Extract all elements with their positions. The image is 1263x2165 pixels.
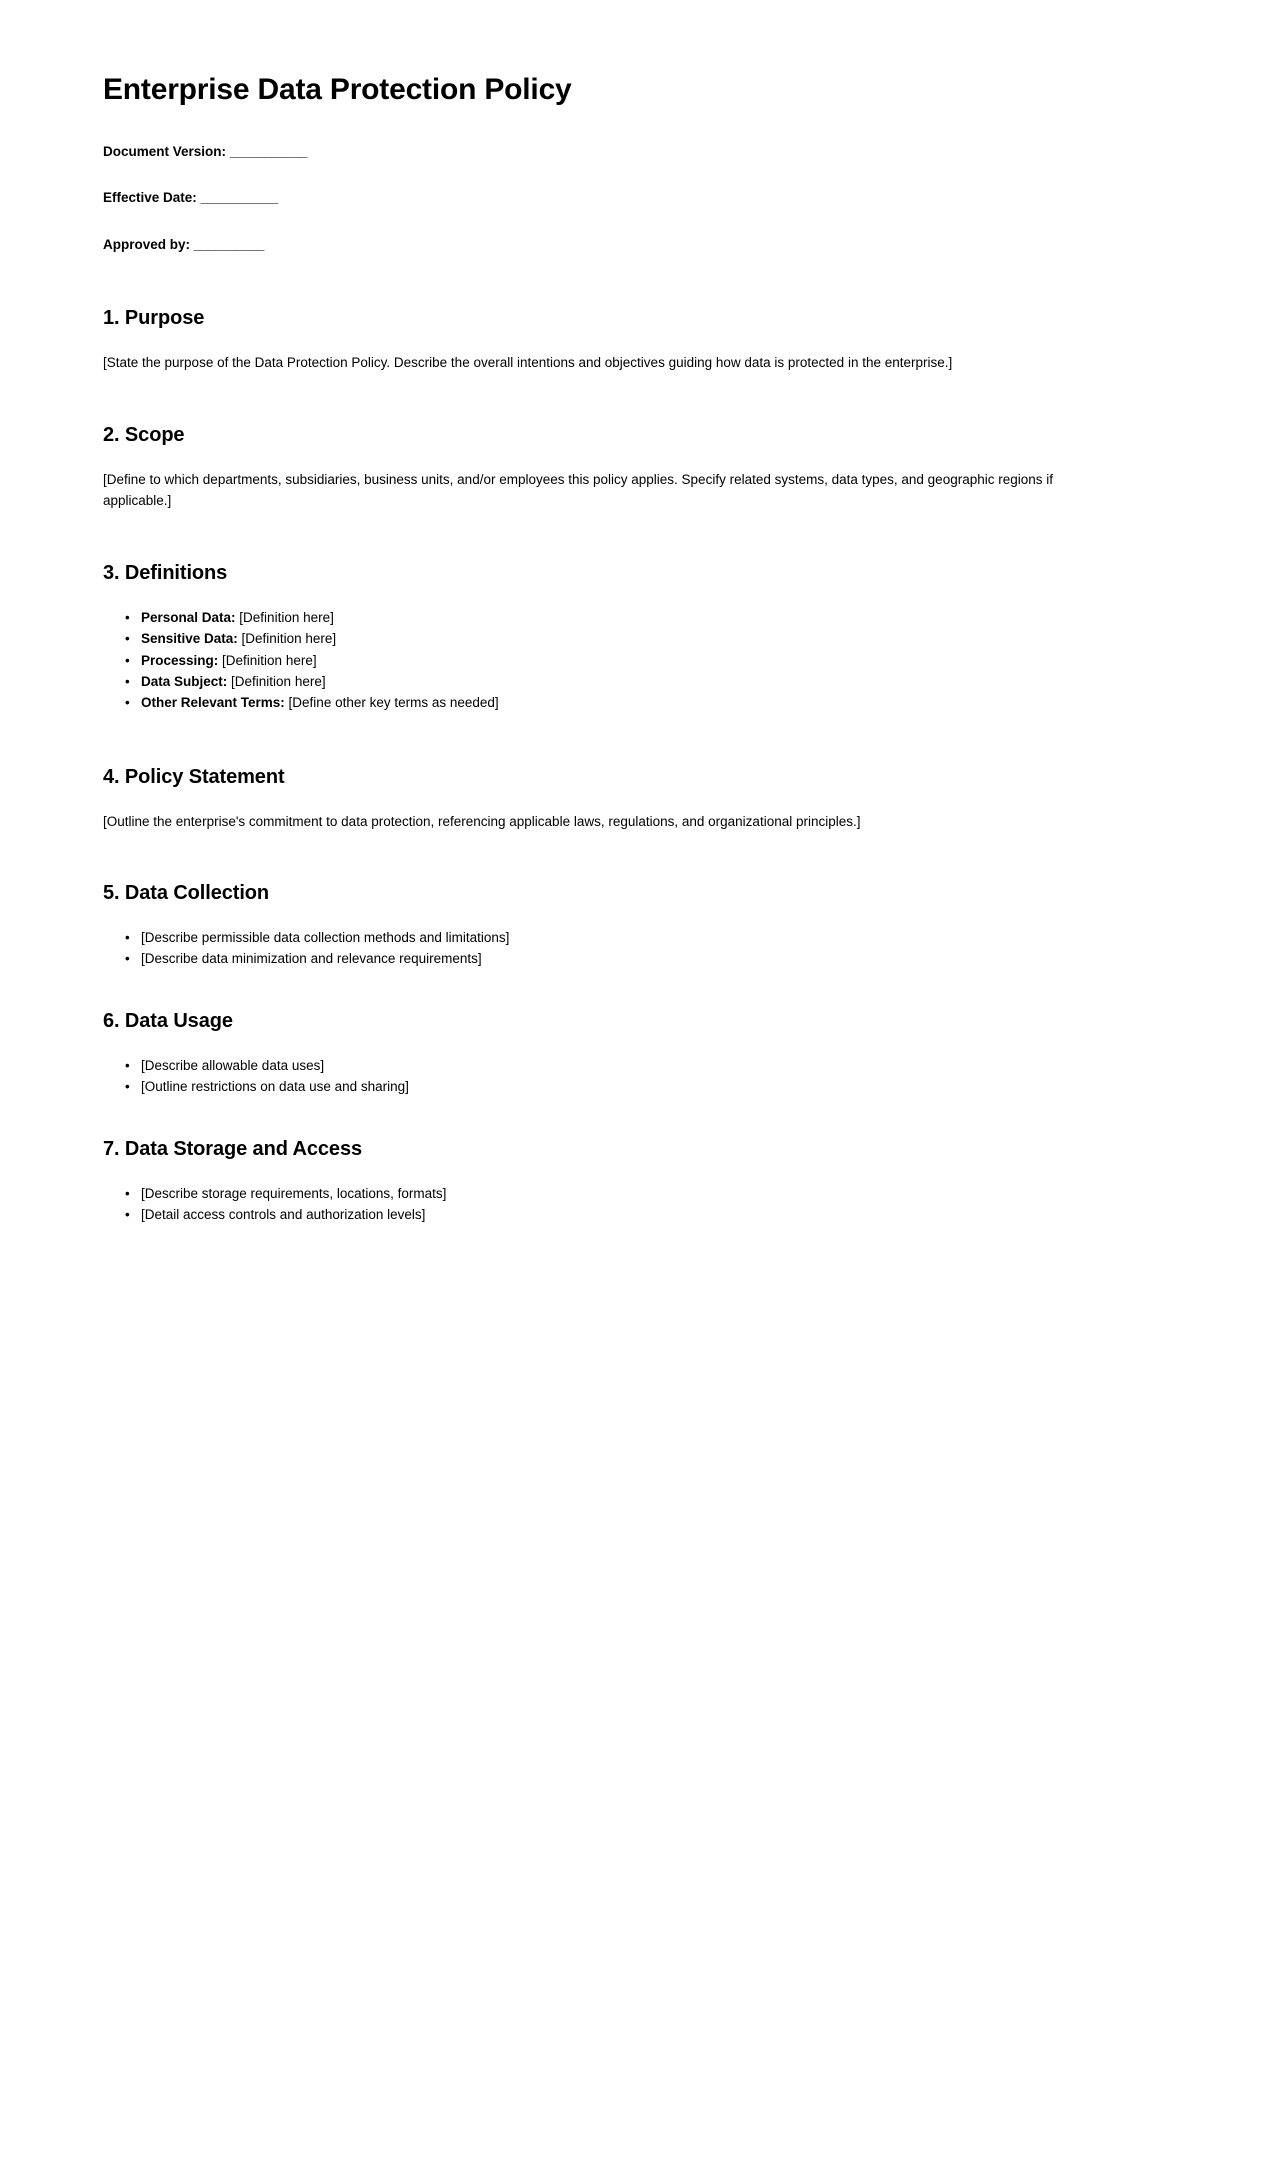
approved-by-line — [103, 235, 1115, 255]
list-item — [141, 629, 1115, 648]
section-heading-data-collection: 5. Data Collection — [103, 881, 270, 904]
definition-value: [Definition here] — [227, 673, 326, 689]
definition-term: Processing: — [141, 652, 219, 668]
list-item — [141, 693, 1115, 712]
list-item: • [Describe permissible data collection methods and limitations] — [141, 928, 1115, 947]
definition-value: [Definition here] — [218, 652, 317, 668]
list-item: • [Detail access controls and authorization levels] — [141, 1205, 1115, 1224]
effective-date-line — [103, 188, 1115, 208]
data-storage-access-list — [103, 1184, 1115, 1224]
list-item — [141, 608, 1115, 627]
section-heading-data-storage-access: 7. Data Storage and Access — [103, 1138, 362, 1161]
section-heading-data-usage: 6. Data Usage — [103, 1009, 233, 1032]
document-version-label: Document Version: — [103, 144, 227, 159]
definition-value: [Define other key terms as needed] — [284, 694, 499, 710]
section-heading-definitions: 3. Definitions — [103, 562, 228, 585]
definition-value: [Definition here] — [235, 610, 334, 626]
list-item — [141, 672, 1115, 691]
data-collection-list — [103, 928, 1115, 968]
section-heading-policy-statement: 4. Policy Statement — [103, 766, 285, 789]
section-definitions — [103, 560, 1115, 712]
list-item: • [Outline restrictions on data use and sharing] — [141, 1077, 1115, 1096]
document-version-line — [103, 142, 1115, 162]
approved-by-label: Approved by: — [103, 236, 191, 252]
list-item: • [Describe storage requirements, locations, formats] — [141, 1184, 1115, 1203]
section-body-purpose: [State the purpose of the Data Protection Policy. Describe the overall intentions and objectives guiding how data is protected in the enterprise.] — [103, 354, 953, 370]
section-heading-scope: 2. Scope — [103, 424, 185, 447]
section-policy-statement — [103, 764, 1115, 833]
section-purpose — [103, 305, 1115, 374]
definition-value: [Definition here] — [237, 631, 337, 647]
page-title: Enterprise Data Protection Policy — [103, 73, 572, 106]
section-heading-purpose: 1. Purpose — [103, 306, 205, 329]
definition-term: Other Relevant Terms: — [141, 694, 285, 710]
list-item: • [Describe data minimization and relevance requirements] — [141, 949, 1115, 968]
approved-by-blank[interactable]: __________ — [193, 236, 264, 252]
section-data-storage-access — [103, 1136, 1115, 1224]
section-scope — [103, 422, 1115, 511]
definition-term: Data Subject: — [141, 673, 228, 689]
section-data-collection — [103, 880, 1115, 968]
section-body-policy-statement: [Outline the enterprise's commitment to data protection, referencing applicable laws, regulations, and organizational principles.] — [103, 814, 861, 830]
effective-date-label: Effective Date: — [103, 190, 197, 206]
data-usage-list — [103, 1056, 1115, 1096]
section-body-scope: [Define to which departments, subsidiaries, business units, and/or employees this policy applies. Specify related systems, data types, and geographic regions if applicable.] — [103, 472, 1054, 508]
definition-term: Personal Data: — [141, 610, 236, 626]
list-item: • [Describe allowable data uses] — [141, 1056, 1115, 1075]
document-version-blank[interactable]: ___________ — [229, 144, 307, 159]
list-item — [141, 651, 1115, 670]
definitions-list — [103, 608, 1115, 712]
definition-term: Sensitive Data: — [141, 631, 238, 647]
section-data-usage — [103, 1008, 1115, 1096]
effective-date-blank[interactable]: ___________ — [200, 190, 278, 206]
